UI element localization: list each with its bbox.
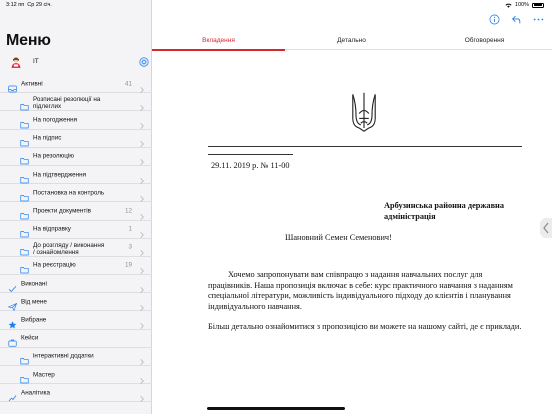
- avatar-icon: [10, 56, 22, 68]
- sidebar-item-label: На погодження: [33, 116, 77, 124]
- folder-icon: [20, 352, 29, 360]
- sidebar-item-label: Активні: [21, 80, 43, 88]
- star-icon: [8, 316, 17, 324]
- tab-attachments[interactable]: Вкладення: [202, 37, 235, 44]
- folder-icon: [20, 134, 29, 142]
- folder-icon: [20, 207, 29, 215]
- wifi-icon: [505, 3, 512, 8]
- info-icon[interactable]: [489, 14, 500, 25]
- tab-bar: [152, 33, 552, 50]
- sidebar-item-label: інтерактивні додатки: [33, 352, 94, 360]
- sidebar-item[interactable]: [0, 93, 152, 111]
- menu-title: Меню: [6, 32, 51, 49]
- chevron-right-icon: [140, 298, 144, 305]
- sidebar-item[interactable]: [0, 366, 152, 384]
- chevron-right-icon: [140, 244, 144, 251]
- gear-icon[interactable]: [139, 57, 149, 67]
- sidebar-item-count: 41: [124, 80, 132, 88]
- status-bar: [0, 0, 552, 10]
- sidebar-item[interactable]: [0, 148, 152, 166]
- coat-of-arms-icon: [348, 91, 380, 133]
- folder-icon: [20, 98, 29, 106]
- sidebar-item-label: На відправку: [33, 225, 71, 233]
- chevron-right-icon: [140, 317, 144, 324]
- sidebar-item[interactable]: [0, 293, 152, 311]
- sidebar-item-count: 12: [124, 207, 132, 215]
- sidebar-item[interactable]: [0, 111, 152, 129]
- sidebar-item[interactable]: [0, 202, 152, 220]
- sidebar-item[interactable]: [0, 184, 152, 202]
- chevron-right-icon: [140, 98, 144, 105]
- battery-icon: [532, 3, 544, 8]
- sidebar-item[interactable]: [0, 257, 152, 275]
- chevron-left-icon: [540, 218, 552, 238]
- chevron-right-icon: [140, 262, 144, 269]
- chevron-right-icon: [140, 189, 144, 196]
- chevron-right-icon: [140, 226, 144, 233]
- sidebar-item[interactable]: [0, 275, 152, 293]
- main-panel: [152, 0, 552, 414]
- inbox-icon: [8, 80, 17, 88]
- folder-icon: [20, 171, 29, 179]
- sidebar-item-label: Постановка на контроль: [33, 189, 105, 197]
- user-row[interactable]: [0, 54, 152, 72]
- sidebar-item-label: На підтвердження: [33, 171, 87, 179]
- chevron-right-icon: [140, 135, 144, 142]
- user-name: IT: [33, 58, 39, 65]
- collapse-panel-handle[interactable]: [540, 218, 552, 238]
- sidebar-item-count: 1: [128, 225, 132, 233]
- chart-icon: [8, 389, 17, 397]
- sidebar-item-count: 3: [128, 243, 132, 251]
- chevron-right-icon: [140, 389, 144, 396]
- status-time: 3:12 пп Ср 29 січ.: [6, 2, 52, 8]
- sidebar-item-label: Мастер: [33, 371, 55, 379]
- folder-icon: [20, 116, 29, 124]
- chevron-right-icon: [140, 116, 144, 123]
- chevron-right-icon: [140, 371, 144, 378]
- document-number: 29.11. 2019 р. № 11-00: [211, 161, 290, 170]
- home-indicator[interactable]: [207, 407, 345, 410]
- status-right: [505, 2, 544, 8]
- sidebar-item[interactable]: [0, 239, 152, 257]
- sidebar-item-label: Аналітика: [21, 389, 51, 397]
- paragraph-1: Хочемо запропонувати вам співпрацю з надання навчальних послуг для працівників. Наша пропозиція включає в себе: курс практичного навчання з наданням спеціальної літератури, можливість індивідуального підходу до клієнтів і планування індивідуального навчання.: [208, 270, 513, 311]
- sidebar-item[interactable]: [0, 130, 152, 148]
- reply-icon[interactable]: [511, 14, 522, 25]
- sidebar-item-label: Виконані: [21, 280, 47, 288]
- sidebar-list: [0, 75, 152, 402]
- sidebar-item[interactable]: [0, 311, 152, 329]
- folder-icon: [20, 243, 29, 251]
- document-view: [152, 50, 552, 414]
- sidebar-item-label: Від мене: [21, 298, 47, 306]
- chevron-right-icon: [140, 353, 144, 360]
- sidebar-item[interactable]: [0, 384, 152, 402]
- briefcase-icon: [8, 334, 17, 342]
- chevron-right-icon: [140, 280, 144, 287]
- chevron-right-icon: [140, 171, 144, 178]
- folder-icon: [20, 152, 29, 160]
- sidebar-item[interactable]: [0, 330, 152, 348]
- tab-discussion[interactable]: Обговорення: [464, 37, 505, 44]
- sidebar-item-label: Розписані резолюції на підлеглих: [33, 96, 101, 111]
- tab-details[interactable]: Детально: [337, 37, 366, 44]
- toolbar: [489, 14, 544, 25]
- sidebar-item[interactable]: [0, 348, 152, 366]
- battery-percent: 100%: [514, 2, 529, 8]
- sidebar-item-label: На підпис: [33, 134, 62, 142]
- sidebar-item-label: До розгляду / виконання / ознайомлення: [33, 241, 105, 256]
- checkmark-icon: [8, 280, 17, 288]
- folder-icon: [20, 189, 29, 197]
- sidebar: [0, 0, 152, 414]
- sidebar-item[interactable]: [0, 166, 152, 184]
- sidebar-item-label: На резолюцію: [33, 152, 74, 160]
- paragraph-2: Більш детально ознайомитися з пропозицією ви можете на нашому сайті, де є приклади.: [208, 322, 522, 331]
- sidebar-item-count: 19: [124, 261, 132, 269]
- folder-icon: [20, 225, 29, 233]
- send-icon: [8, 298, 17, 306]
- sidebar-item[interactable]: [0, 221, 152, 239]
- more-icon[interactable]: [533, 14, 544, 25]
- chevron-right-icon: [140, 153, 144, 160]
- sidebar-item-label: Проекти документів: [33, 207, 92, 215]
- greeting: Шановний Семен Семенович!: [285, 233, 392, 242]
- sidebar-item-label: Кейси: [21, 334, 39, 342]
- header-line-top: [208, 146, 522, 147]
- header-line-date: [208, 154, 293, 155]
- chevron-right-icon: [140, 207, 144, 214]
- folder-icon: [20, 371, 29, 379]
- sidebar-item-label: На реєстрацію: [33, 261, 76, 269]
- sidebar-item[interactable]: [0, 75, 152, 93]
- addressee: Арбузинська районна державна адміністрація: [384, 201, 504, 221]
- chevron-right-icon: [140, 80, 144, 87]
- folder-icon: [20, 261, 29, 269]
- sidebar-item-label: Вибране: [21, 316, 47, 324]
